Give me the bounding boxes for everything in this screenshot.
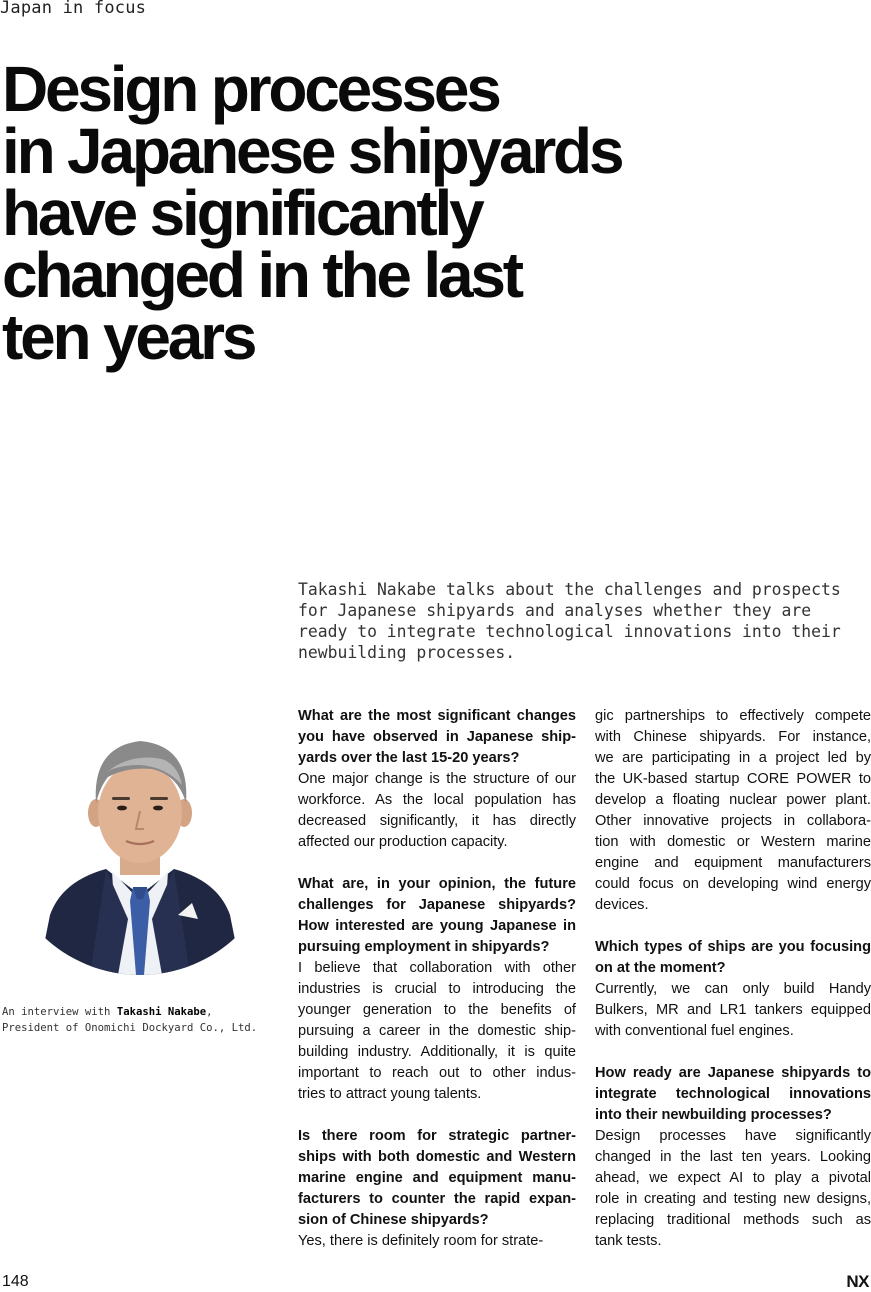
- interview-answer-line: decreased significantly, it has directly: [298, 813, 576, 829]
- headline-line: ten years: [2, 301, 255, 373]
- interview-answer-line: workforce. As the local population has: [298, 792, 576, 808]
- interview-question-line: How interested are young Japanese in: [298, 918, 576, 934]
- interview-answer-line: the UK-based startup CORE POWER to: [595, 771, 871, 787]
- interview-question-line: How ready are Japanese shipyards to: [595, 1065, 871, 1081]
- interview-answer-line: younger generation to the benefits of: [298, 1002, 576, 1018]
- caption-line-2: President of Onomichi Dockyard Co., Ltd.: [2, 1022, 258, 1034]
- interview-question-line: yards over the last 15-20 years?: [298, 750, 520, 766]
- interview-question-line: Which types of ships are you focusing: [595, 939, 871, 955]
- portrait-caption: [2, 1004, 282, 1036]
- interview-question-line: integrate technological innovations: [595, 1086, 871, 1102]
- interview-question-line: on at the moment?: [595, 960, 726, 976]
- interview-answer-line: important to reach out to other indus-: [298, 1065, 576, 1081]
- interview-answer-line: tries to attract young talents.: [298, 1086, 482, 1102]
- interview-answer-line: engine and equipment manufacturers: [595, 855, 871, 871]
- interview-answer-line: tion with domestic or Western marine: [595, 834, 871, 850]
- interview-answer-line: gic partnerships to effectively compete: [595, 708, 871, 724]
- paragraph-gap: [595, 1042, 871, 1063]
- paragraph-gap: [298, 1105, 576, 1126]
- section-label: Japan in focus: [0, 0, 147, 18]
- article-intro: [298, 579, 868, 663]
- interview-answer-line: Currently, we can only build Handy: [595, 981, 871, 997]
- interview-column-left: [298, 706, 576, 1252]
- headline-line: Design processes: [2, 53, 499, 125]
- interview-answer-line: affected our production capacity.: [298, 834, 508, 850]
- interview-question-line: into their newbuilding processes?: [595, 1107, 832, 1123]
- interview-answer-line: pursuing a career in the domestic ship-: [298, 1023, 576, 1039]
- caption-suffix: ,: [206, 1006, 213, 1018]
- interview-answer-line: replacing traditional methods such as: [595, 1212, 871, 1228]
- interview-question-line: you have observed in Japanese ship-: [298, 729, 576, 745]
- interview-question-line: challenges for Japanese shipyards?: [298, 897, 576, 913]
- headline-line: changed in the last: [2, 239, 521, 311]
- intro-line: newbuilding processes.: [298, 643, 516, 662]
- interview-question-line: ships with both domestic and Western: [298, 1149, 576, 1165]
- interview-answer-line: building industry. Additionally, it is quite: [298, 1044, 576, 1060]
- interview-question-line: sion of Chinese shipyards?: [298, 1212, 489, 1228]
- interview-answer-line: Other innovative projects in collabora-: [595, 813, 871, 829]
- intro-line: for Japanese shipyards and analyses whether they are: [298, 601, 812, 620]
- brand-logo: NX: [846, 1272, 869, 1291]
- interview-question-line: facturers to counter the rapid expan-: [298, 1191, 576, 1207]
- interview-answer-line: Bulkers, MR and LR1 tankers equipped: [595, 1002, 871, 1018]
- interview-answer-line: devices.: [595, 897, 649, 913]
- interview-answer-line: I believe that collaboration with other: [298, 960, 576, 976]
- interview-question-line: marine engine and equipment manu-: [298, 1170, 576, 1186]
- interview-answer-line: with Chinese shipyards. For instance,: [595, 729, 871, 745]
- interview-answer-line: role in creating and testing new designs,: [595, 1191, 871, 1207]
- interview-answer-line: One major change is the structure of our: [298, 771, 576, 787]
- interview-question-line: Is there room for strategic partner-: [298, 1128, 576, 1144]
- interview-answer-line: could focus on developing wind energy: [595, 876, 871, 892]
- caption-prefix: An interview with: [2, 1006, 111, 1018]
- intro-line: Takashi Nakabe talks about the challenges and prospects: [298, 580, 841, 599]
- interview-answer-line: tank tests.: [595, 1233, 662, 1249]
- interview-answer-line: develop a floating nuclear power plant.: [595, 792, 871, 808]
- interview-answer-line: ahead, we expect AI to play a pivotal: [595, 1170, 871, 1186]
- interviewee-portrait: [2, 705, 278, 975]
- headline-line: in Japanese shipyards: [2, 115, 622, 187]
- interviewee-name: Takashi Nakabe: [116, 1006, 207, 1018]
- interview-answer-line: we are participating in a project led by: [595, 750, 871, 766]
- interview-question-line: pursuing employment in shipyards?: [298, 939, 550, 955]
- portrait-illustration: [2, 705, 278, 975]
- interview-answer-line: with conventional fuel engines.: [595, 1023, 794, 1039]
- interview-question-line: What are, in your opinion, the future: [298, 876, 576, 892]
- interview-column-right: [595, 706, 871, 1252]
- intro-line: ready to integrate technological innovations into their: [298, 622, 841, 641]
- paragraph-gap: [298, 853, 576, 874]
- caption-line-1: [2, 1004, 282, 1020]
- article-headline: [2, 53, 702, 373]
- interview-answer-line: changed in the last ten years. Looking: [595, 1149, 871, 1165]
- page-number: 148: [2, 1273, 29, 1290]
- interview-answer-line: industries is crucial to introducing the: [298, 981, 576, 997]
- headline-line: have significantly: [2, 177, 482, 249]
- paragraph-gap: [595, 916, 871, 937]
- interview-answer-line: Design processes have significantly: [595, 1128, 871, 1144]
- interview-answer-line: Yes, there is definitely room for strate-: [298, 1233, 544, 1249]
- interview-question-line: What are the most significant changes: [298, 708, 576, 724]
